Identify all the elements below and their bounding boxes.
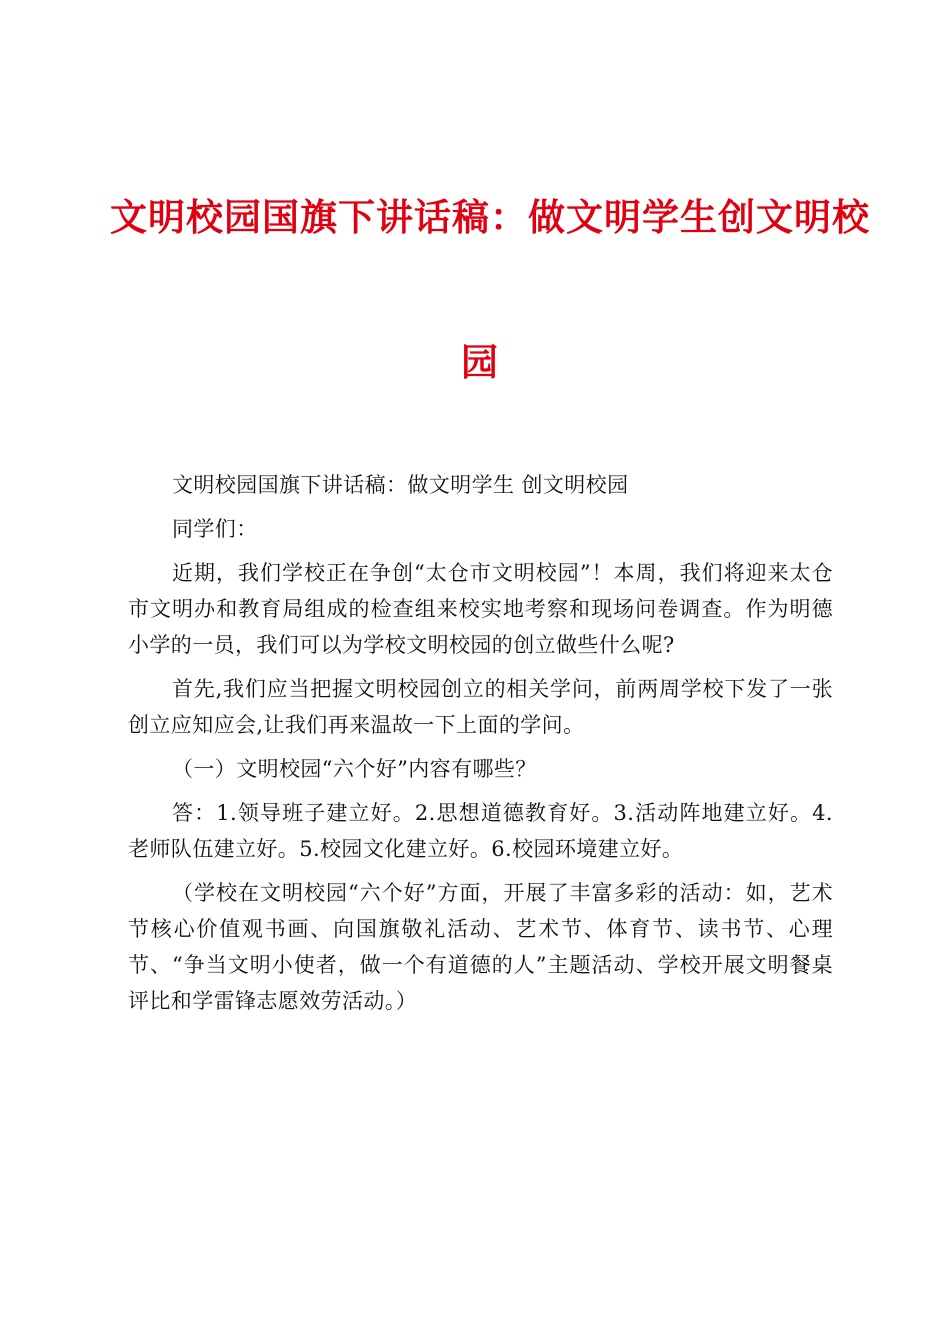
subtitle-paragraph: 文明校园国旗下讲话稿：做文明学生 创文明校园 xyxy=(172,473,629,497)
answer-paragraph: 答：1.领导班子建立好。2.思想道德教育好。3.活动阵地建立好。4.老师队伍建立好。5.校园文化建立好。6.校园环境建立好。 xyxy=(128,801,833,861)
activities-paragraph: （学校在文明校园“六个好”方面，开展了丰富多彩的活动：如，艺术节核心价值观书画、向国旗敬礼活动、艺术节、体育节、读书节、心理节、“争当文明小使者，做一个有道德的人”主题活动、学校开展文明餐桌评比和学雷锋志愿效劳活动。） xyxy=(128,881,833,1013)
question-heading: （一）文明校园“六个好”内容有哪些？ xyxy=(172,757,537,781)
document-title-line-2: 园 xyxy=(461,341,499,384)
greeting-paragraph: 同学们： xyxy=(172,517,258,541)
document-body xyxy=(128,467,833,1027)
knowledge-paragraph: 首先,我们应当把握文明校园创立的相关学问，前两周学校下发了一张创立应知应会,让我们再来温故一下上面的学问。 xyxy=(128,677,833,737)
intro-paragraph: 近期，我们学校正在争创“太仓市文明校园”！本周，我们将迎来太仓市文明办和教育局组成的检查组来校实地考察和现场问卷调查。作为明德小学的一员，我们可以为学校文明校园的创立做些什么呢? xyxy=(128,561,833,657)
document-title-line-1: 文明校园国旗下讲话稿：做文明学生创文明校 xyxy=(110,196,870,239)
